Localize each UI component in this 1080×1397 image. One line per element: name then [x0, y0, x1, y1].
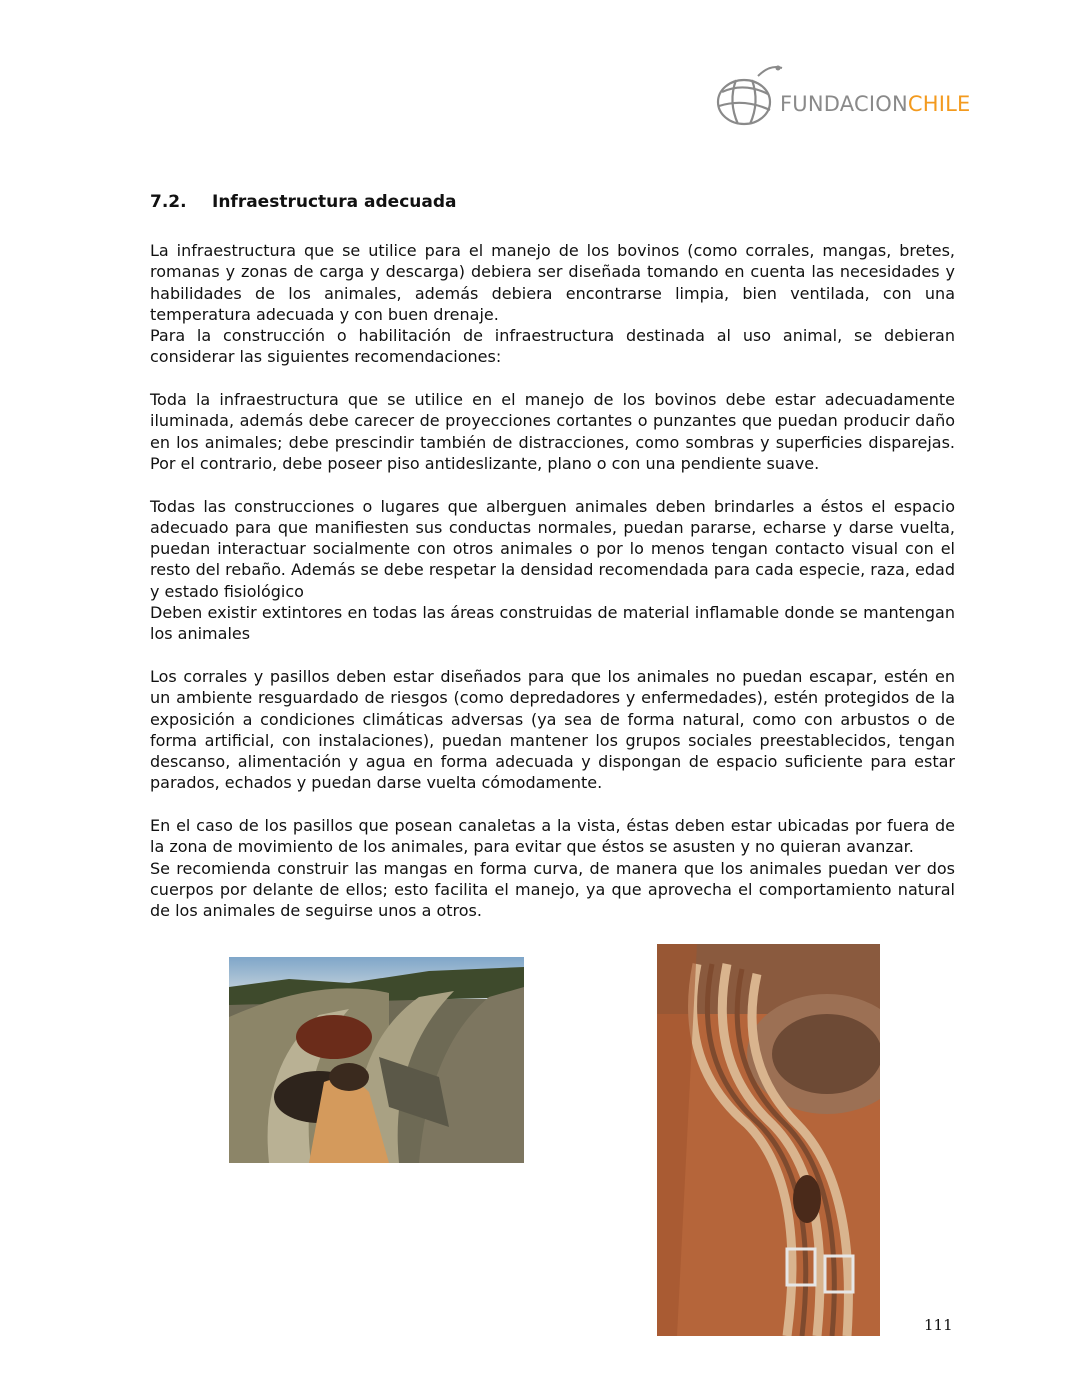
fundacion-chile-logo: [714, 62, 971, 134]
body-text: [150, 240, 955, 922]
paragraph: Deben existir extintores en todas las áreas construidas de material inflamable donde se mantengan los animales: [150, 603, 955, 644]
paragraph: Los corrales y pasillos deben estar diseñados para que los animales no puedan escapar, estén en un ambiente resguardado de riesgos (como depredadores y enfermedades), estén protegidos de la exposición a condiciones climáticas adversas (ya sea de forma natural, como con arbustos o de forma artificial, con instalaciones), puedan mantener los grupos sociales preestablecidos, tengan descanso, alimentación y agua en forma adecuada y dispongan de espacio suficiente para estar parados, echados y puedan darse vuelta cómodamente.: [150, 666, 955, 793]
logo-text-fundacion: FUNDACION: [780, 92, 908, 116]
paragraph: Para la construcción o habilitación de infraestructura destinada al uso animal, se debieran considerar las siguientes recomendaciones:: [150, 326, 955, 367]
paragraph: La infraestructura que se utilice para el manejo de los bovinos (como corrales, mangas, bretes, romanas y zonas de carga y descarga) debiera ser diseñada tomando en cuenta las necesidades y habilidades de los animales, además debiera encontrarse limpia, bien ventilada, con una temperatura adecuada y con buen drenaje.: [150, 241, 955, 324]
paragraph: Toda la infraestructura que se utilice en el manejo de los bovinos debe estar adecuadamente iluminada, además debe carecer de proyecciones cortantes o punzantes que puedan producir daño en los animales; debe prescindir también de distracciones, como sombras y superficies disparejas. Por el contrario, debe poseer piso antideslizante, plano o con una pendiente suave.: [150, 390, 955, 473]
curved-chute-aerial-photo: [657, 944, 880, 1336]
logo-text: [780, 92, 970, 116]
globe-logo-icon: [714, 62, 784, 134]
paragraph: Todas las construcciones o lugares que alberguen animales deben brindarles a éstos el espacio adecuado para que manifiesten sus conductas normales, puedan pararse, echarse y darse vuelta, puedan interactuar socialmente con otros animales o por lo menos tengan contacto visual con el resto del rebaño. Además se debe respetar la densidad recomendada para cada especie, raza, edad y estado fisiológico: [150, 496, 955, 601]
cattle-chute-photo: [229, 957, 524, 1163]
section-heading: [150, 192, 456, 212]
page-number: 111: [924, 1316, 953, 1334]
section-title: Infraestructura adecuada: [212, 192, 457, 212]
section-number: 7.2.: [150, 192, 187, 212]
logo-text-chile: CHILE: [907, 92, 971, 116]
paragraph: En el caso de los pasillos que posean canaletas a la vista, éstas deben estar ubicadas por fuera de la zona de movimiento de los animales, para evitar que éstos se asusten y no quieran avanzar.: [150, 816, 955, 857]
paragraph: Se recomienda construir las mangas en forma curva, de manera que los animales puedan ver dos cuerpos por delante de ellos; esto facilita el manejo, ya que aprovecha el comportamiento natural de los animales de seguirse unos a otros.: [150, 858, 955, 921]
